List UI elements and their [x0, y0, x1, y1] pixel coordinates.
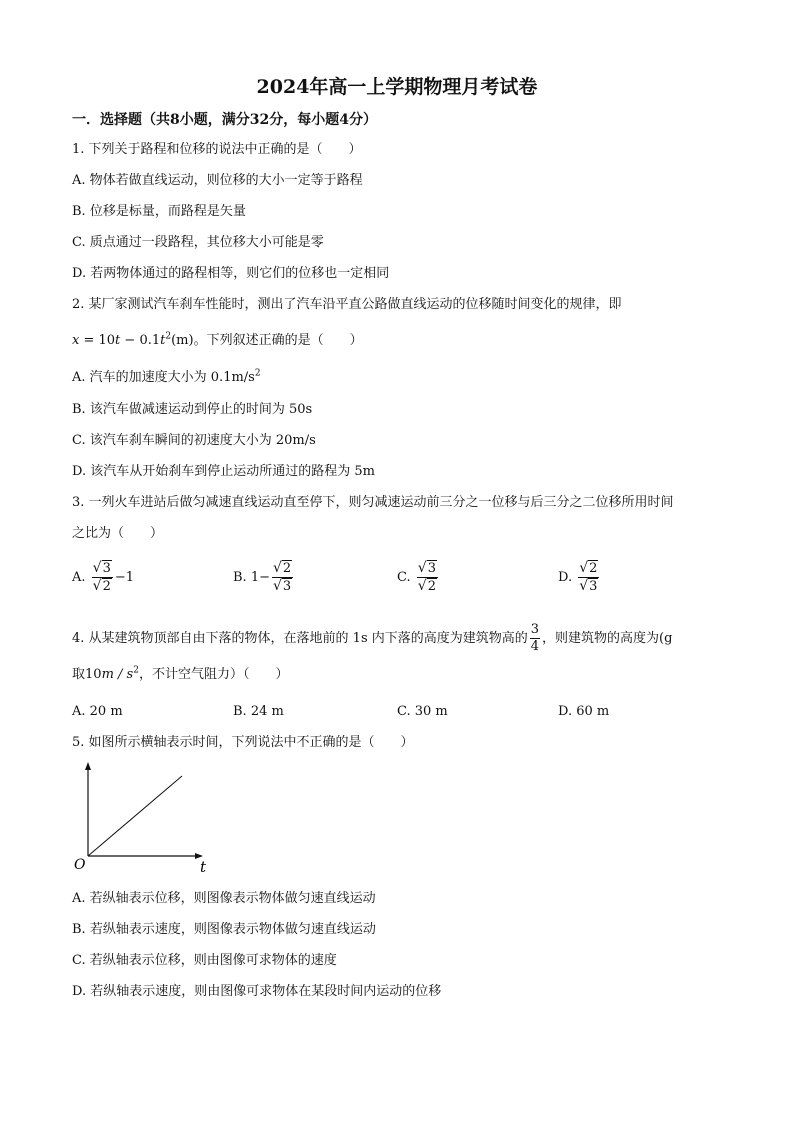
q1-stem: 1. 下列关于路程和位移的说法中正确的是（ ） [72, 142, 362, 157]
q2-option-b: B. 该汽车做减速运动到停止的时间为 50s [72, 402, 313, 417]
q2-option-c: C. 该汽车刹车瞬间的初速度大小为 20m/s [72, 433, 316, 448]
q3-stem-line2: 之比为（ ） [72, 526, 164, 541]
q3-option-d-den: 3 [589, 579, 598, 594]
q4-option-d: D. 60 m [558, 704, 610, 719]
q5-graph-y-arrow [85, 762, 91, 770]
q3-option-a [72, 560, 134, 595]
q3-option-c-den: 2 [427, 579, 436, 594]
q2-formula-t1: t [115, 333, 121, 348]
q3-option-a-fraction: $\frac{√3}{√2}$ [92, 560, 111, 594]
q3-option-b-head: 1− [250, 570, 270, 585]
q1-option-a: A. 物体若做直线运动，则位移的大小一定等于路程 [72, 173, 363, 188]
q1-option-d: D. 若两物体通过的路程相等，则它们的位移也一定相同 [72, 266, 390, 281]
q4-stem2-val: 10 [85, 667, 102, 682]
q3-option-b-label: B. [233, 570, 247, 585]
q1-option-c: C. 质点通过一段路程，其位移大小可能是零 [72, 235, 324, 250]
q3-option-b-den: 3 [282, 579, 292, 594]
q3-option-b [233, 560, 295, 595]
q4-option-b: B. 24 m [233, 704, 284, 719]
section-heading: 一．选择题（共8小题，满分32分，每小题4分） [72, 112, 377, 128]
q4-fraction-num: 3 [530, 622, 540, 637]
q5-graph-line [88, 776, 182, 856]
q3-option-b-num: 2 [282, 561, 292, 576]
q2-option-a [72, 369, 261, 387]
q3-option-a-num: 3 [102, 561, 111, 576]
q4-fraction-den: 4 [530, 639, 540, 654]
q2-formula-eq: = 10 [79, 333, 116, 348]
q4-stem-post: ，则建筑物的高度为(g [542, 631, 673, 646]
q5-stem: 5. 如图所示横轴表示时间，下列说法中不正确的是（ ） [72, 735, 414, 750]
q5-graph [70, 762, 220, 877]
q3-option-a-den: 2 [102, 579, 111, 594]
q3-option-d-fraction: $\frac{√2}{√3}$ [579, 560, 598, 594]
q2-stem-tail: 。下列叙述正确的是（ ） [193, 333, 363, 348]
q4-stem2-unit: m / s [101, 667, 134, 682]
q5-graph-t-label: t [200, 858, 207, 876]
q4-stem-pre: 4. 从某建筑物顶部自由下落的物体，在落地前的 1s 内下落的高度为建筑物高的 [72, 631, 528, 646]
q4-stem2-pre: 取 [72, 667, 86, 682]
q2-option-a-text: A. 汽车的加速度大小为 0.1m/s [72, 370, 255, 385]
q4-fraction [530, 622, 540, 655]
q3-stem-line1: 3. 一列火车进站后做匀减速直线运动直至停下，则匀减速运动前三分之一位移与后三分之二位移所用时间 [72, 495, 674, 510]
q2-formula-exp: 2 [165, 331, 172, 342]
q3-option-d [558, 560, 601, 595]
q3-option-a-label: A. [72, 570, 86, 585]
q3-option-c-label: C. [397, 570, 411, 585]
q4-stem2-exp: 2 [133, 665, 139, 676]
q4-stem2-post: ，不计空气阻力）（ ） [138, 667, 289, 682]
q2-formula-x: x [72, 333, 80, 348]
q3-option-a-tail: −1 [114, 570, 135, 585]
q5-option-d: D. 若纵轴表示速度，则由图像可求物体在某段时间内运动的位移 [72, 984, 442, 999]
q3-option-d-num: 2 [589, 561, 598, 576]
q4-stem-line1 [72, 622, 672, 655]
q3-option-c [397, 560, 440, 595]
q3-option-c-fraction: $\frac{√3}{√2}$ [417, 560, 436, 594]
q5-option-c: C. 若纵轴表示位移，则由图像可求物体的速度 [72, 953, 337, 968]
q3-option-b-fraction: $\frac{√2}{√3}$ [273, 560, 292, 594]
q1-option-b: B. 位移是标量，而路程是矢量 [72, 204, 246, 219]
q3-option-d-label: D. [558, 570, 573, 585]
q2-stem-line1: 2. 某厂家测试汽车刹车性能时，测出了汽车沿平直公路做直线运动的位移随时间变化的规律，即 [72, 297, 622, 312]
q5-graph-origin-label: O [74, 857, 86, 873]
q2-formula-unit: (m) [171, 333, 194, 348]
q4-option-c: C. 30 m [397, 704, 448, 719]
q4-stem-line2 [72, 666, 288, 684]
exam-title: 2024年高一上学期物理月考试卷 [256, 76, 538, 98]
q2-formula-t2: t [160, 333, 166, 348]
q5-option-b: B. 若纵轴表示速度，则图像表示物体做匀速直线运动 [72, 922, 376, 937]
q2-stem-line2 [72, 332, 363, 350]
q3-option-c-num: 3 [427, 561, 436, 576]
q4-option-a: A. 20 m [72, 704, 123, 719]
q2-formula-mid: − 0.1 [120, 333, 161, 348]
q2-option-d: D. 该汽车从开始刹车到停止运动所通过的路程为 5m [72, 464, 375, 479]
q2-option-a-exp: 2 [254, 368, 261, 379]
q5-option-a: A. 若纵轴表示位移，则图像表示物体做匀速直线运动 [72, 891, 376, 906]
